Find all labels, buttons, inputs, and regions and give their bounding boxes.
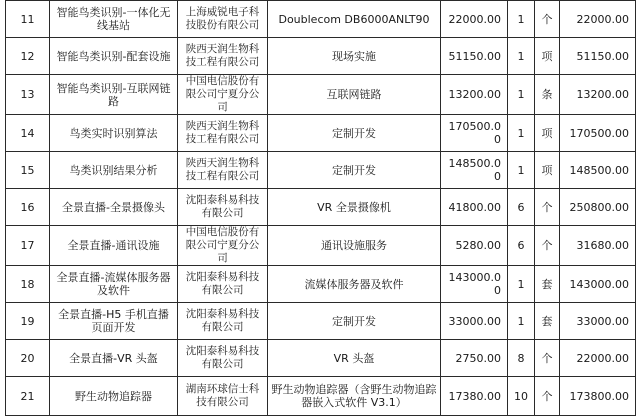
supplier: 湖南环球信士科技有限公司 — [178, 377, 268, 416]
spec-model: 互联网链路 — [268, 75, 441, 115]
table-row — [6, 189, 636, 226]
unit: 项 — [535, 38, 560, 75]
unit: 个 — [535, 1, 560, 38]
unit-price: 170500.00 — [441, 115, 508, 152]
row-number: 15 — [6, 152, 50, 189]
unit: 项 — [535, 152, 560, 189]
item-name: 智能鸟类识别-一体化无线基站 — [50, 1, 178, 38]
total-price: 33000.00 — [560, 303, 636, 340]
row-number: 13 — [6, 75, 50, 115]
table-row — [6, 152, 636, 189]
row-number: 17 — [6, 226, 50, 266]
supplier: 沈阳泰科易科技有限公司 — [178, 340, 268, 377]
row-number: 18 — [6, 266, 50, 303]
row-number: 19 — [6, 303, 50, 340]
row-number: 21 — [6, 377, 50, 416]
unit-price: 148500.00 — [441, 152, 508, 189]
quantity: 10 — [508, 377, 535, 416]
item-name: 全景直播-流媒体服务器及软件 — [50, 266, 178, 303]
supplier: 陕西天润生物科技工程有限公司 — [178, 152, 268, 189]
supplier: 陕西天润生物科技工程有限公司 — [178, 115, 268, 152]
unit-price: 41800.00 — [441, 189, 508, 226]
table-row — [6, 115, 636, 152]
quantity: 1 — [508, 75, 535, 115]
supplier: 陕西天润生物科技工程有限公司 — [178, 38, 268, 75]
spec-model: VR 头盔 — [268, 340, 441, 377]
total-price: 13200.00 — [560, 75, 636, 115]
item-name: 野生动物追踪器 — [50, 377, 178, 416]
row-number: 14 — [6, 115, 50, 152]
item-name: 全景直播-VR 头盔 — [50, 340, 178, 377]
table-row — [6, 266, 636, 303]
unit: 套 — [535, 266, 560, 303]
procurement-table — [5, 0, 636, 416]
unit: 个 — [535, 189, 560, 226]
unit-price: 51150.00 — [441, 38, 508, 75]
table-row — [6, 303, 636, 340]
unit: 套 — [535, 303, 560, 340]
unit-price: 2750.00 — [441, 340, 508, 377]
table-row — [6, 38, 636, 75]
unit-price: 143000.00 — [441, 266, 508, 303]
quantity: 1 — [508, 303, 535, 340]
unit-price: 17380.00 — [441, 377, 508, 416]
total-price: 173800.00 — [560, 377, 636, 416]
spec-model: 定制开发 — [268, 115, 441, 152]
total-price: 170500.00 — [560, 115, 636, 152]
table-row — [6, 75, 636, 115]
quantity: 8 — [508, 340, 535, 377]
unit-price: 13200.00 — [441, 75, 508, 115]
spec-model: 流媒体服务器及软件 — [268, 266, 441, 303]
quantity: 1 — [508, 152, 535, 189]
item-name: 全景直播-全景摄像头 — [50, 189, 178, 226]
quantity: 1 — [508, 266, 535, 303]
item-name: 全景直播-H5 手机直播页面开发 — [50, 303, 178, 340]
table-row — [6, 340, 636, 377]
spec-model: 定制开发 — [268, 152, 441, 189]
spec-model: 野生动物追踪器（含野生动物追踪器嵌入式软件 V3.1） — [268, 377, 441, 416]
total-price: 51150.00 — [560, 38, 636, 75]
unit: 个 — [535, 377, 560, 416]
row-number: 11 — [6, 1, 50, 38]
item-name: 智能鸟类识别-互联网链路 — [50, 75, 178, 115]
spec-model: VR 全景摄像机 — [268, 189, 441, 226]
quantity: 1 — [508, 38, 535, 75]
spec-model: 现场实施 — [268, 38, 441, 75]
quantity: 1 — [508, 1, 535, 38]
spec-model: 通讯设施服务 — [268, 226, 441, 266]
table-row — [6, 226, 636, 266]
supplier: 上海威锐电子科技股份有限公司 — [178, 1, 268, 38]
spec-model: 定制开发 — [268, 303, 441, 340]
item-name: 全景直播-通讯设施 — [50, 226, 178, 266]
total-price: 22000.00 — [560, 1, 636, 38]
total-price: 31680.00 — [560, 226, 636, 266]
total-price: 143000.00 — [560, 266, 636, 303]
table-row — [6, 377, 636, 416]
quantity: 6 — [508, 226, 535, 266]
quantity: 1 — [508, 115, 535, 152]
total-price: 250800.00 — [560, 189, 636, 226]
unit-price: 22000.00 — [441, 1, 508, 38]
unit: 个 — [535, 226, 560, 266]
item-name: 鸟类识别结果分析 — [50, 152, 178, 189]
supplier: 沈阳泰科易科技有限公司 — [178, 189, 268, 226]
unit: 个 — [535, 340, 560, 377]
unit: 条 — [535, 75, 560, 115]
total-price: 148500.00 — [560, 152, 636, 189]
unit-price: 5280.00 — [441, 226, 508, 266]
row-number: 16 — [6, 189, 50, 226]
total-price: 22000.00 — [560, 340, 636, 377]
quantity: 6 — [508, 189, 535, 226]
row-number: 20 — [6, 340, 50, 377]
supplier: 沈阳泰科易科技有限公司 — [178, 266, 268, 303]
item-name: 鸟类实时识别算法 — [50, 115, 178, 152]
supplier: 中国电信股份有限公司宁夏分公司 — [178, 75, 268, 115]
item-name: 智能鸟类识别-配套设施 — [50, 38, 178, 75]
unit-price: 33000.00 — [441, 303, 508, 340]
procurement-table-page — [5, 0, 635, 416]
supplier: 中国电信股份有限公司宁夏分公司 — [178, 226, 268, 266]
supplier: 沈阳泰科易科技有限公司 — [178, 303, 268, 340]
spec-model: Doublecom DB6000ANLT90 — [268, 1, 441, 38]
unit: 项 — [535, 115, 560, 152]
row-number: 12 — [6, 38, 50, 75]
table-row — [6, 1, 636, 38]
